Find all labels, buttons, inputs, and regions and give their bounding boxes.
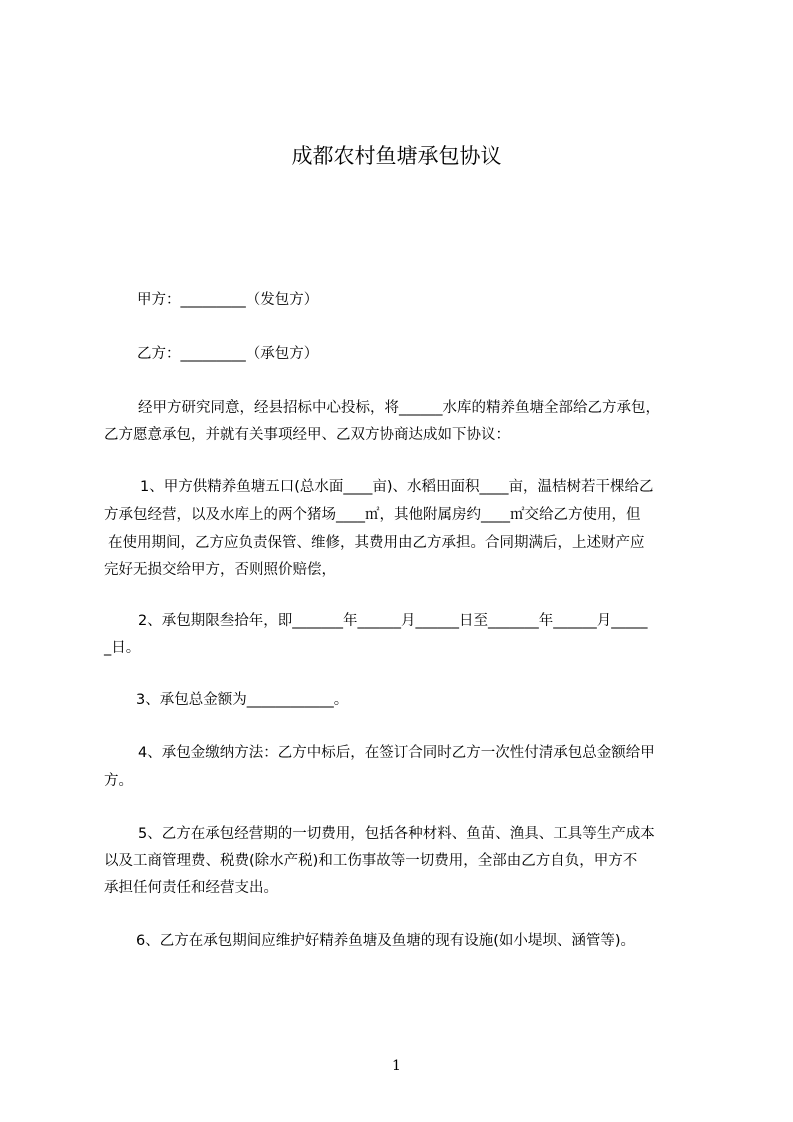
page-number: 1 bbox=[392, 1058, 401, 1074]
clause-4-line-1: 4、承包金缴纳方法：乙方中标后，在签订合同时乙方一次性付清承包总金额给甲 bbox=[138, 745, 655, 761]
clause-5-line-1: 5、乙方在承包经营期的一切费用，包括各种材料、鱼苗、渔具、工具等生产成本 bbox=[138, 826, 655, 842]
intro-line-1: 经甲方研究同意，经县招标中心投标，将______水库的精养鱼塘全部给乙方承包， bbox=[138, 400, 660, 416]
clause-2-line-2: _日。 bbox=[104, 640, 141, 656]
clause-2-line-1: 2、承包期限叁拾年，即_______年______月______日至_______年______月_____ bbox=[138, 613, 648, 629]
clause-1-line-4: 完好无损交给甲方，否则照价赔偿， bbox=[104, 562, 336, 578]
clause-1-line-1: 1、甲方供精养鱼塘五口(总水面____亩)、水稻田面积____亩，温桔树若干棵给乙 bbox=[140, 479, 654, 495]
clause-1-line-3: 在使用期间，乙方应负责保管、维修，其费用由乙方承担。合同期满后，上述财产应 bbox=[108, 535, 645, 551]
clause-6-line: 6、乙方在承包期间应维护好精养鱼塘及鱼塘的现有设施(如小堤坝、涵管等)。 bbox=[136, 933, 636, 949]
party-a-line: 甲方：_________（发包方） bbox=[137, 292, 319, 308]
clause-3-line: 3、承包总金额为____________。 bbox=[136, 692, 349, 708]
party-b-line: 乙方：_________（承包方） bbox=[137, 346, 319, 362]
clause-5-line-2: 以及工商管理费、税费(除水产税)和工伤事故等一切费用，全部由乙方自负，甲方不 bbox=[104, 853, 638, 869]
intro-line-2: 乙方愿意承包，并就有关事项经甲、乙双方协商达成如下协议： bbox=[104, 427, 510, 443]
clause-4-line-2: 方。 bbox=[104, 773, 133, 789]
clause-1-line-2: 方承包经营，以及水库上的两个猪场____㎡，其他附属房约____㎡交给乙方使用，但 bbox=[104, 507, 641, 523]
clause-5-line-3: 承担任何责任和经营支出。 bbox=[104, 880, 278, 896]
document-title: 成都农村鱼塘承包协议 bbox=[291, 144, 502, 168]
